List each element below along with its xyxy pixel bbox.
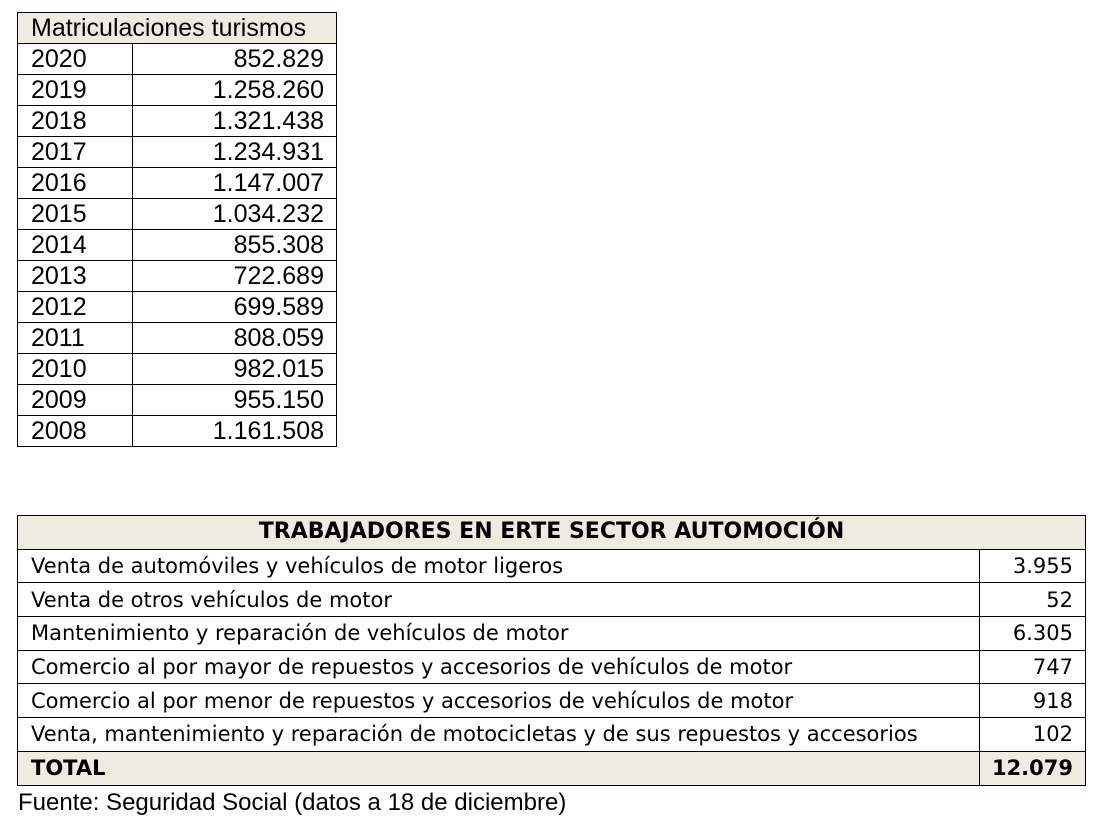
activity-label-cell: Venta, mantenimiento y reparación de motocicletas y de sus repuestos y accesorios xyxy=(18,718,980,752)
registrations-value-cell: 1.161.508 xyxy=(133,416,337,447)
workers-value-cell: 918 xyxy=(979,684,1085,718)
year-cell: 2011 xyxy=(18,323,133,354)
activity-label-cell: Mantenimiento y reparación de vehículos de motor xyxy=(18,617,980,651)
table-row xyxy=(18,718,1086,752)
workers-value-cell: 6.305 xyxy=(979,617,1085,651)
table-row xyxy=(18,168,337,199)
registrations-value-cell: 722.689 xyxy=(133,261,337,292)
activity-label-cell: Venta de otros vehículos de motor xyxy=(18,583,980,617)
workers-value-cell: 3.955 xyxy=(979,549,1085,583)
table-row xyxy=(18,261,337,292)
source-note: Fuente: Seguridad Social (datos a 18 de diciembre) xyxy=(18,789,567,816)
registrations-value-cell: 808.059 xyxy=(133,323,337,354)
table-row xyxy=(18,583,1086,617)
year-cell: 2016 xyxy=(18,168,133,199)
erte-title: TRABAJADORES EN ERTE SECTOR AUTOMOCIÓN xyxy=(18,516,1086,550)
table-row xyxy=(18,354,337,385)
table-row xyxy=(18,292,337,323)
workers-value-cell: 52 xyxy=(979,583,1085,617)
year-cell: 2012 xyxy=(18,292,133,323)
table-row xyxy=(18,137,337,168)
table-row xyxy=(18,617,1086,651)
registrations-table xyxy=(17,12,337,447)
table-row xyxy=(18,44,337,75)
activity-label-cell: Comercio al por mayor de repuestos y accesorios de vehículos de motor xyxy=(18,650,980,684)
activity-label-cell: Comercio al por menor de repuestos y accesorios de vehículos de motor xyxy=(18,684,980,718)
registrations-value-cell: 1.234.931 xyxy=(133,137,337,168)
table-row xyxy=(18,385,337,416)
workers-value-cell: 747 xyxy=(979,650,1085,684)
table-row xyxy=(18,75,337,106)
table-row xyxy=(18,323,337,354)
registrations-value-cell: 1.258.260 xyxy=(133,75,337,106)
year-cell: 2010 xyxy=(18,354,133,385)
year-cell: 2019 xyxy=(18,75,133,106)
erte-table xyxy=(17,515,1086,786)
year-cell: 2009 xyxy=(18,385,133,416)
workers-value-cell: 102 xyxy=(979,718,1085,752)
registrations-header: Matriculaciones turismos xyxy=(18,13,337,44)
table-row xyxy=(18,106,337,137)
registrations-value-cell: 982.015 xyxy=(133,354,337,385)
year-cell: 2008 xyxy=(18,416,133,447)
total-row xyxy=(18,751,1086,785)
year-cell: 2015 xyxy=(18,199,133,230)
year-cell: 2020 xyxy=(18,44,133,75)
table-row xyxy=(18,416,337,447)
table-row xyxy=(18,199,337,230)
registrations-value-cell: 1.034.232 xyxy=(133,199,337,230)
year-cell: 2017 xyxy=(18,137,133,168)
total-label: TOTAL xyxy=(18,751,980,785)
table-row xyxy=(18,684,1086,718)
registrations-value-cell: 1.147.007 xyxy=(133,168,337,199)
registrations-value-cell: 852.829 xyxy=(133,44,337,75)
total-value: 12.079 xyxy=(979,751,1085,785)
year-cell: 2014 xyxy=(18,230,133,261)
registrations-value-cell: 699.589 xyxy=(133,292,337,323)
table-row xyxy=(18,549,1086,583)
table-row xyxy=(18,230,337,261)
registrations-value-cell: 855.308 xyxy=(133,230,337,261)
year-cell: 2013 xyxy=(18,261,133,292)
table-row xyxy=(18,650,1086,684)
activity-label-cell: Venta de automóviles y vehículos de motor ligeros xyxy=(18,549,980,583)
registrations-value-cell: 1.321.438 xyxy=(133,106,337,137)
registrations-value-cell: 955.150 xyxy=(133,385,337,416)
year-cell: 2018 xyxy=(18,106,133,137)
